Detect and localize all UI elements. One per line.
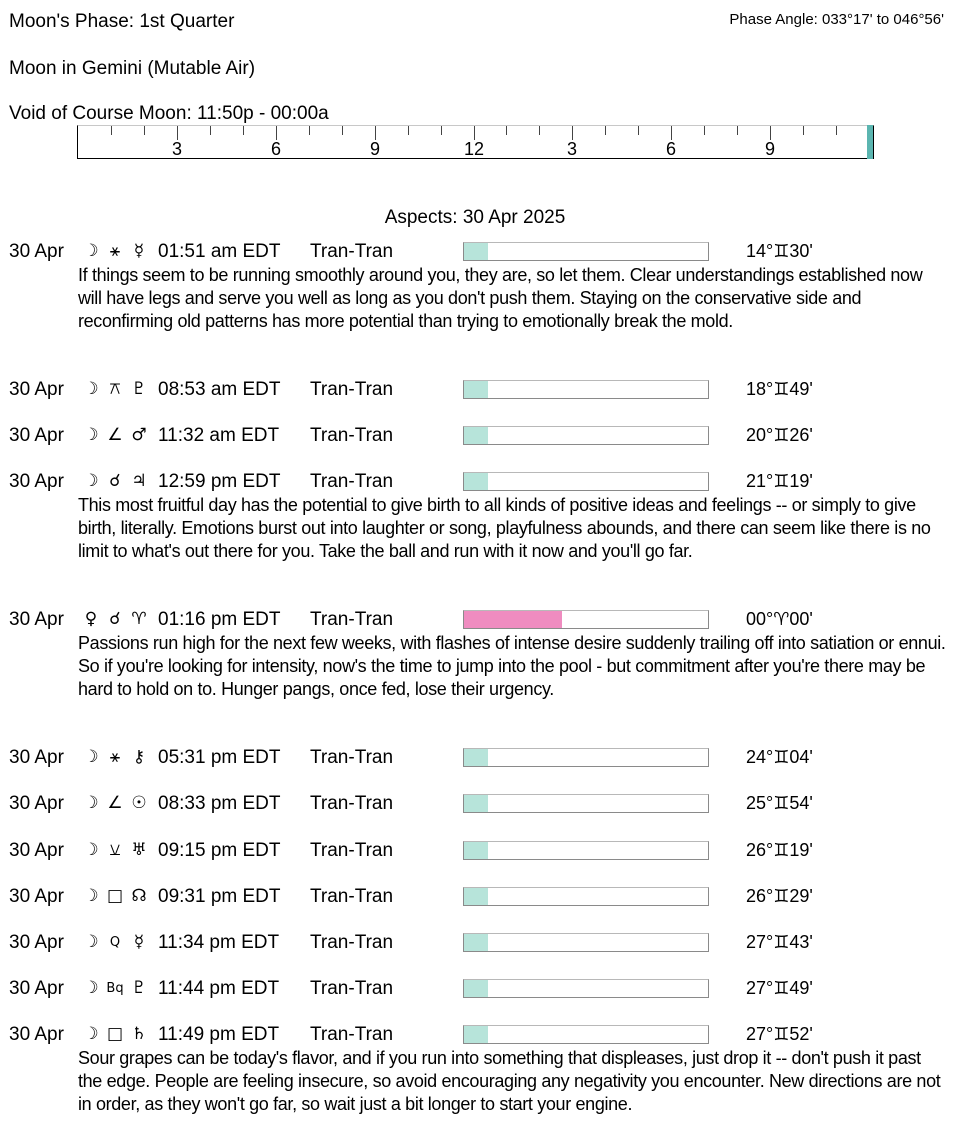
aspect-row: [0, 886, 970, 910]
aspect-type: Tran-Tran: [310, 793, 394, 814]
hour-tick: [342, 126, 343, 135]
planet-glyph-icon: ☽: [83, 241, 99, 261]
moon-phase: Moon's Phase: 1st Quarter: [9, 11, 235, 32]
aspect-strength-fill: [464, 611, 562, 628]
aspect-time: 05:31 pm EDT: [158, 747, 281, 768]
planet-glyph-icon: ☽: [83, 932, 99, 952]
aspect-date: 30 Apr: [9, 793, 64, 814]
aspect-position: 14°♊30': [746, 241, 813, 261]
aspect-row: [0, 793, 970, 817]
planet-glyph-icon: ♈: [131, 609, 147, 629]
hour-tick: [177, 126, 178, 140]
aspect-row: [0, 747, 970, 771]
aspect-position: 25°♊54': [746, 793, 813, 813]
hour-tick: [539, 126, 540, 135]
aspect-strength-bar: [463, 933, 709, 952]
hour-tick: [243, 126, 244, 135]
aspect-description: This most fruitful day has the potential to give birth to all kinds of positive ideas and feelings -- or simply to give birth, literally. Emotions burst out into laughter or song, playfulness abounds, and there can seem like there is no limit to what's out there for you. Take the ball and run with it now and you'll go far.: [78, 495, 931, 561]
hour-tick: [144, 126, 145, 135]
aspect-position: 26°♊19': [746, 840, 813, 860]
aspect-strength-bar: [463, 610, 709, 629]
aspect-date: 30 Apr: [9, 425, 64, 446]
aspect-glyph-icon: ☌: [109, 471, 121, 491]
aspect-time: 01:16 pm EDT: [158, 609, 281, 630]
aspect-position: 18°♊49': [746, 379, 813, 399]
aspect-row: [0, 379, 970, 403]
aspect-row: [0, 932, 970, 956]
hour-tick: [836, 126, 837, 135]
aspect-strength-fill: [464, 749, 488, 766]
aspect-strength-bar: [463, 426, 709, 445]
aspect-glyph-icon: ⚹: [109, 241, 121, 261]
hour-tick: [210, 126, 211, 135]
aspect-row: [0, 978, 970, 1002]
aspects-title: Aspects: 30 Apr 2025: [384, 207, 566, 228]
planet-glyph-icon: ♇: [131, 379, 147, 399]
planet-glyph-icon: ☿: [133, 241, 145, 261]
moon-sign: Moon in Gemini (Mutable Air): [9, 58, 256, 79]
hour-tick: [638, 126, 639, 135]
hour-tick: [375, 126, 376, 140]
aspect-type: Tran-Tran: [310, 747, 394, 768]
hour-tick: [770, 126, 771, 140]
aspect-glyph-icon: □: [106, 886, 124, 906]
aspect-strength-fill: [464, 980, 488, 997]
planet-glyph-icon: ☽: [83, 886, 99, 906]
hour-tick: [309, 126, 310, 135]
day-timeline-ruler: [77, 125, 874, 159]
aspect-strength-bar: [463, 242, 709, 261]
aspect-date: 30 Apr: [9, 978, 64, 999]
planet-glyph-icon: ⚷: [132, 747, 146, 767]
aspect-date: 30 Apr: [9, 471, 64, 492]
planet-glyph-icon: ♂: [131, 425, 147, 445]
planet-glyph-icon: ☽: [83, 425, 99, 445]
void-of-course: Void of Course Moon: 11:50p - 00:00a: [9, 103, 329, 124]
aspect-date: 30 Apr: [9, 1024, 64, 1045]
aspect-type: Tran-Tran: [310, 840, 394, 861]
aspect-date: 30 Apr: [9, 609, 64, 630]
hour-tick: [441, 126, 442, 135]
planet-glyph-icon: ☽: [83, 471, 99, 491]
aspect-strength-fill: [464, 427, 488, 444]
hour-tick: [408, 126, 409, 135]
aspect-position: 27°♊52': [746, 1024, 813, 1044]
void-of-course-marker: [867, 125, 873, 159]
aspect-position: 26°♊29': [746, 886, 813, 906]
aspect-row: [0, 1024, 970, 1048]
planet-glyph-icon: ☽: [83, 747, 99, 767]
aspect-row: [0, 425, 970, 449]
planet-glyph-icon: ☉: [131, 793, 147, 813]
aspect-type: Tran-Tran: [310, 932, 394, 953]
phase-angle: Phase Angle: 033°17' to 046°56': [729, 11, 944, 28]
aspect-glyph-icon: Bq: [106, 981, 124, 996]
hour-label: 6: [665, 139, 677, 159]
aspect-glyph-icon: ⚹: [109, 747, 121, 767]
aspect-description: Passions run high for the next few weeks, with flashes of intense desire suddenly trailing off into satiation or ennui. So if you're looking for intensity, now's the time to jump into the pool - but commitment after you're there may be hard to hold on to. Hunger pangs, once fed, lose their urgency.: [78, 633, 946, 699]
aspect-type: Tran-Tran: [310, 425, 394, 446]
aspect-strength-fill: [464, 795, 488, 812]
hour-label: 6: [270, 139, 282, 159]
aspect-time: 09:15 pm EDT: [158, 840, 281, 861]
aspect-type: Tran-Tran: [310, 1024, 394, 1045]
hour-label: 9: [764, 139, 776, 159]
hour-tick: [671, 126, 672, 140]
aspect-glyph-icon: Q: [109, 935, 121, 950]
aspect-strength-fill: [464, 381, 488, 398]
aspect-type: Tran-Tran: [310, 886, 394, 907]
aspect-date: 30 Apr: [9, 241, 64, 262]
planet-glyph-icon: ♅: [131, 840, 147, 860]
planet-glyph-icon: ♀: [84, 609, 98, 629]
hour-label: 3: [171, 139, 183, 159]
aspect-date: 30 Apr: [9, 747, 64, 768]
aspect-strength-fill: [464, 243, 488, 260]
aspect-date: 30 Apr: [9, 379, 64, 400]
aspect-time: 12:59 pm EDT: [158, 471, 281, 492]
hour-tick: [474, 126, 475, 140]
planet-glyph-icon: ☿: [133, 932, 145, 952]
hour-label: 12: [463, 139, 485, 159]
aspect-glyph-icon: ⚺: [109, 840, 121, 860]
planet-glyph-icon: ♃: [131, 471, 147, 491]
aspect-time: 08:53 am EDT: [158, 379, 281, 400]
aspect-strength-fill: [464, 842, 488, 859]
hour-tick: [506, 126, 507, 135]
aspect-glyph-icon: □: [106, 1024, 124, 1044]
aspect-position: 21°♊19': [746, 471, 813, 491]
aspect-strength-fill: [464, 1026, 488, 1043]
aspect-type: Tran-Tran: [310, 241, 394, 262]
planet-glyph-icon: ♇: [131, 978, 147, 998]
planet-glyph-icon: ☽: [83, 1024, 99, 1044]
aspect-type: Tran-Tran: [310, 379, 394, 400]
aspect-row: [0, 840, 970, 864]
aspect-time: 08:33 pm EDT: [158, 793, 281, 814]
planet-glyph-icon: ☊: [131, 886, 147, 906]
aspect-type: Tran-Tran: [310, 609, 394, 630]
aspect-date: 30 Apr: [9, 932, 64, 953]
planet-glyph-icon: ☽: [83, 793, 99, 813]
aspect-strength-bar: [463, 794, 709, 813]
aspect-time: 01:51 am EDT: [158, 241, 281, 262]
hour-tick: [276, 126, 277, 140]
aspect-row: [0, 609, 970, 633]
planet-glyph-icon: ☽: [83, 840, 99, 860]
aspect-strength-bar: [463, 748, 709, 767]
aspect-description: If things seem to be running smoothly around you, they are, so let them. Clear understandings established now will have legs and serve you well as long as you don't push them. Staying on the conservative side and reconfirming old patterns has more potential than trying to emotionally break the mold.: [78, 265, 923, 331]
aspect-glyph-icon: ∠: [107, 793, 123, 813]
aspect-date: 30 Apr: [9, 840, 64, 861]
aspect-position: 00°♈00': [746, 609, 813, 629]
aspect-strength-fill: [464, 934, 488, 951]
hour-tick: [572, 126, 573, 140]
planet-glyph-icon: ☽: [83, 978, 99, 998]
planet-glyph-icon: ♄: [131, 1024, 147, 1044]
hour-tick: [704, 126, 705, 135]
aspect-time: 11:34 pm EDT: [158, 932, 280, 953]
aspect-strength-bar: [463, 841, 709, 860]
aspect-glyph-icon: ☌: [109, 609, 121, 629]
aspect-type: Tran-Tran: [310, 978, 394, 999]
hour-tick: [803, 126, 804, 135]
hour-label: 9: [369, 139, 381, 159]
planet-glyph-icon: ☽: [83, 379, 99, 399]
aspect-position: 20°♊26': [746, 425, 813, 445]
aspect-type: Tran-Tran: [310, 471, 394, 492]
aspect-row: [0, 471, 970, 495]
aspect-time: 11:32 am EDT: [158, 425, 280, 446]
aspect-position: 24°♊04': [746, 747, 813, 767]
hour-label: 3: [566, 139, 578, 159]
hour-tick: [605, 126, 606, 135]
aspect-time: 11:49 pm EDT: [158, 1024, 280, 1045]
aspect-strength-bar: [463, 1025, 709, 1044]
aspect-strength-bar: [463, 380, 709, 399]
aspect-position: 27°♊49': [746, 978, 813, 998]
aspect-description: Sour grapes can be today's flavor, and if you run into something that displeases, just drop it -- don't push it past the edge. People are feeling insecure, so avoid encouraging any negativity you encounter. New directions are not in order, as they won't go far, so wait just a bit longer to start your engine.: [78, 1048, 941, 1114]
aspect-position: 27°♊43': [746, 932, 813, 952]
aspect-row: [0, 241, 970, 265]
aspect-time: 09:31 pm EDT: [158, 886, 281, 907]
aspect-time: 11:44 pm EDT: [158, 978, 280, 999]
aspect-glyph-icon: ∠: [107, 425, 123, 445]
aspect-strength-bar: [463, 887, 709, 906]
aspect-strength-fill: [464, 888, 488, 905]
hour-tick: [737, 126, 738, 135]
aspect-strength-bar: [463, 472, 709, 491]
aspect-glyph-icon: ⚻: [109, 379, 121, 399]
aspect-date: 30 Apr: [9, 886, 64, 907]
aspect-strength-fill: [464, 473, 488, 490]
hour-tick: [111, 126, 112, 135]
aspect-strength-bar: [463, 979, 709, 998]
